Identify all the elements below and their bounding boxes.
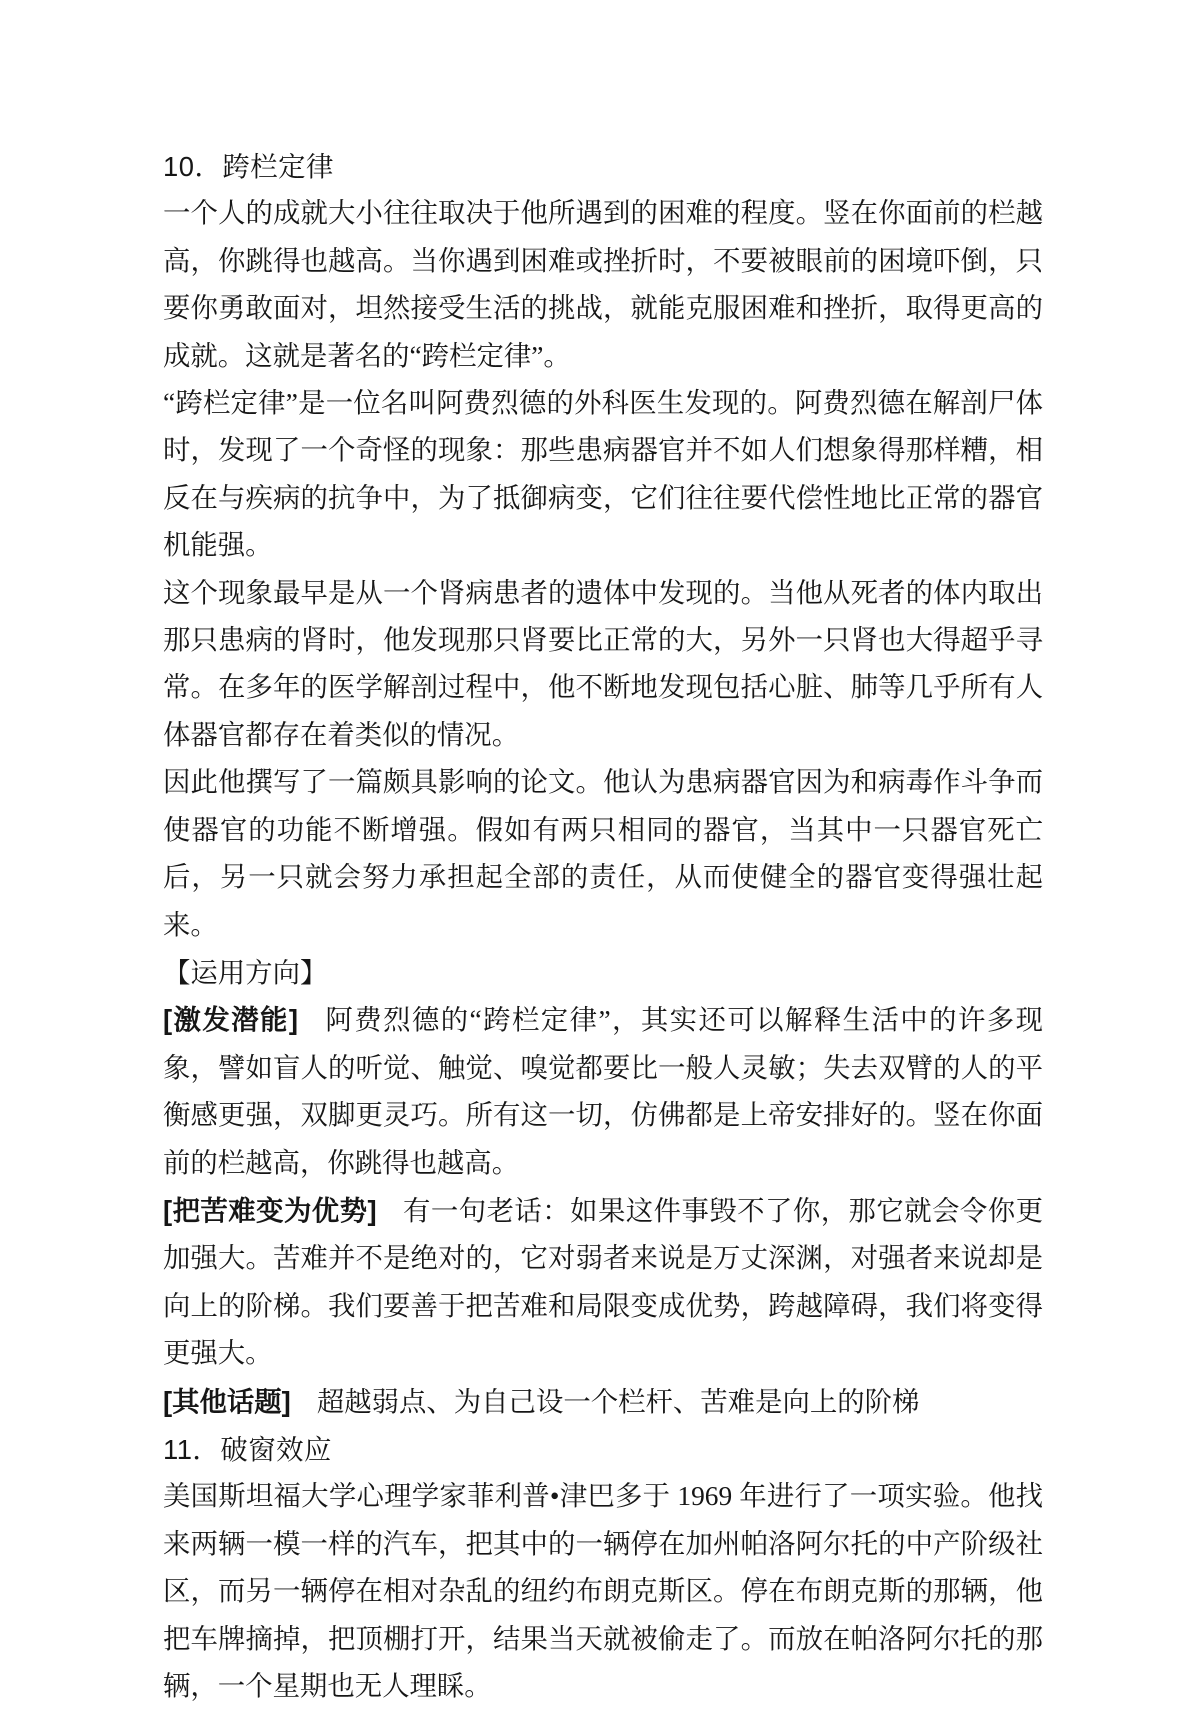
section-10-paragraph-3: 这个现象最早是从一个肾病患者的遗体中发现的。当他从死者的体内取出那只患病的肾时，他发现那只肾要比正常的大，另外一只肾也大得超乎寻常。在多年的医学解剖过程中，他不断地发现包括心脏、肺等几乎所有人体器官都存在着类似的情况。: [163, 577, 1043, 750]
usage-direction-heading: 【运用方向】: [163, 956, 328, 988]
section-11-heading: 11．破窗效应: [163, 1433, 332, 1465]
section-11-paragraph-1: 美国斯坦福大学心理学家菲利普•津巴多于 1969 年进行了一项实验。他找来两辆一模一样的汽车，把其中的一辆停在加州帕洛阿尔托的中产阶级社区，而另一辆停在相对杂乱的纽约布朗克斯区。停在布朗克斯的那辆，他把车牌摘掉，把顶棚打开，结果当天就被偷走了。而放在帕洛阿尔托的那辆，一个星期也无人理睬。: [163, 1481, 1043, 1701]
section-10-paragraph-1: 一个人的成就大小往往取决于他所遇到的困难的程度。竖在你面前的栏越高，你跳得也越高。当你遇到困难或挫折时，不要被眼前的困境吓倒，只要你勇敢面对，坦然接受生活的挑战，就能克服困难和挫折，取得更高的成就。这就是著名的“跨栏定律”。: [163, 198, 1043, 371]
usage-item-other-topics: [163, 1378, 1043, 1426]
usage-item-text: 超越弱点、为自己设一个栏杆、苦难是向上的阶梯: [316, 1386, 920, 1417]
section-10-paragraph-4: 因此他撰写了一篇颇具影响的论文。他认为患病器官因为和病毒作斗争而使器官的功能不断增强。假如有两只相同的器官，当其中一只器官死亡后，另一只就会努力承担起全部的责任，从而使健全的器官变得强壮起来。: [163, 767, 1043, 940]
usage-item-turn-hardship-into-advantage: [163, 1187, 1043, 1378]
usage-item-text: 有一句老话：如果这件事毁不了你，那它就会令你更加强大。苦难并不是绝对的，它对弱者来说是万丈深渊，对强者来说却是向上的阶梯。我们要善于把苦难和局限变成优势，跨越障碍，我们将变得更强大。: [163, 1195, 1043, 1369]
usage-item-label: [其他话题]: [163, 1385, 291, 1417]
section-10-heading: 10．跨栏定律: [163, 151, 334, 182]
usage-item-label: [把苦难变为优势]: [163, 1194, 377, 1226]
section-10-paragraph-2: “跨栏定律”是一位名叫阿费烈德的外科医生发现的。阿费烈德在解剖尸体时，发现了一个奇怪的现象：那些患病器官并不如人们想象得那样糟，相反在与疾病的抗争中，为了抵御病变，它们往往要代偿性地比正常的器官机能强。: [163, 388, 1043, 561]
usage-item-label: [激发潜能]: [163, 1004, 298, 1036]
usage-item-text: 阿费烈德的“跨栏定律”，其实还可以解释生活中的许多现象，譬如盲人的听觉、触觉、嗅觉都要比一般人灵敏；失去双臂的人的平衡感更强，双脚更灵巧。所有这一切，仿佛都是上帝安排好的。竖在你面前的栏越高，你跳得也越高。: [163, 1005, 1043, 1178]
usage-item-stimulate-potential: [163, 996, 1043, 1187]
